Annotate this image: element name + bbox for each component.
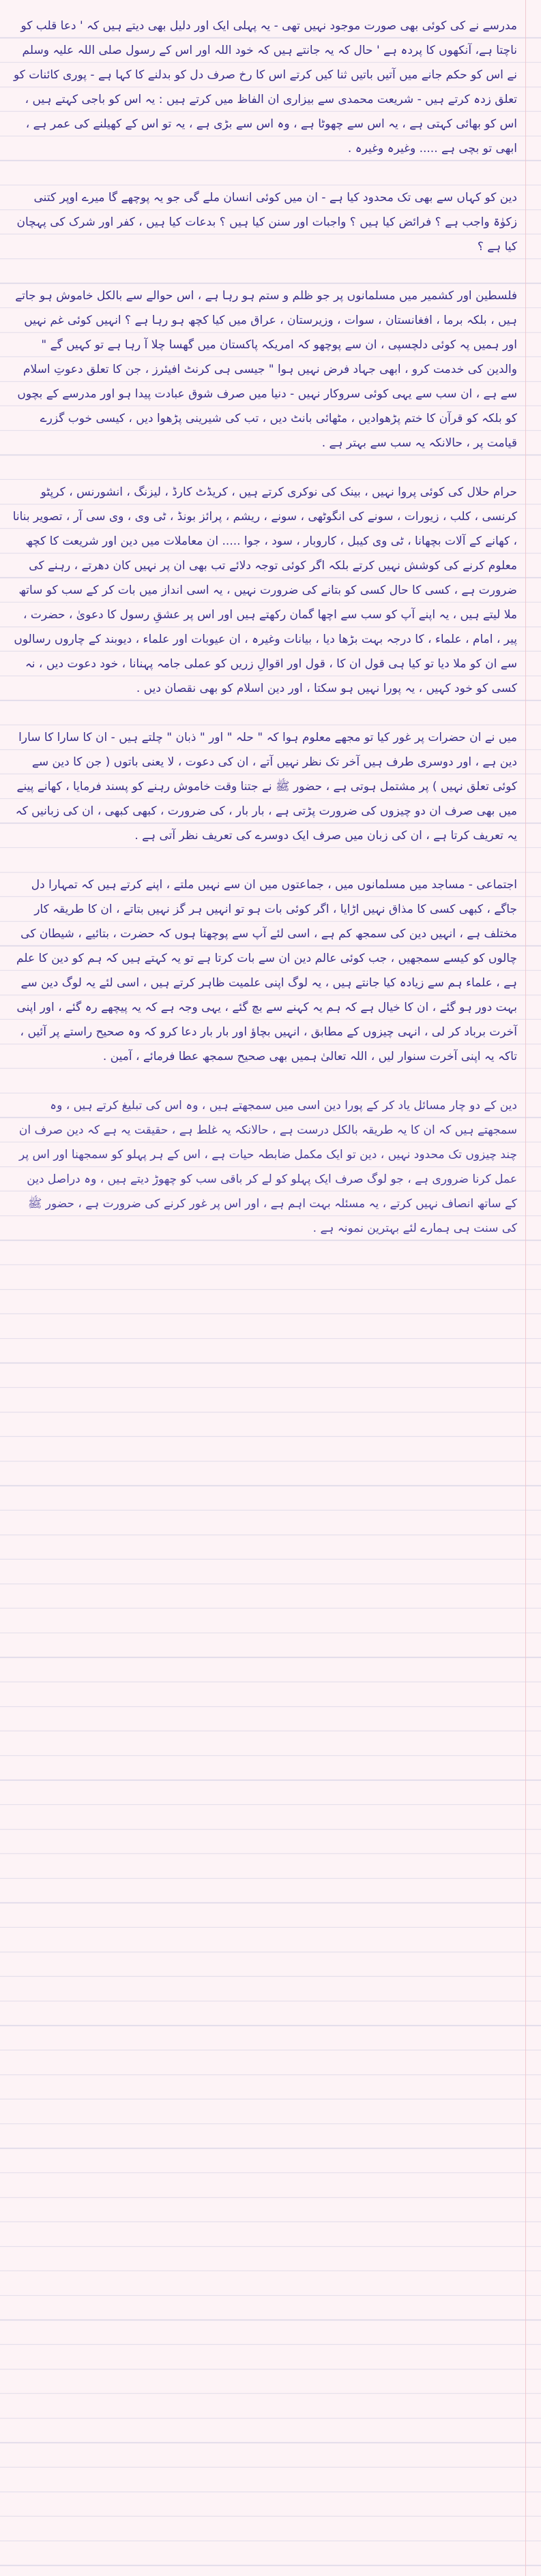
- paragraph-2: دین کو کہاں سے بھی تک محدود کیا ہے - ان میں کوئی انسان ملے گی جو یہ پوچھے گا میرے اوپر کتنی زکوٰۃ واجب ہے ؟ فرائض کیا ہیں ؟ واجبات اور سنن کیا ہیں ؟ بدعات کیا ہیں ، کفر اور شرک کی پہچان کیا ہے ؟: [16, 191, 517, 254]
- paragraph-1: مدرسے نے کی کوئی بھی صورت موجود نہیں تھی - یہ پہلی ایک اور دلیل بھی دیتے ہیں کہ ' دعا قلب کو ناچتا ہے، آنکھوں کا پردہ ہے ' حال کہ یہ جانتے ہیں کہ خود اللہ اور اس کے رسول صلی اللہ علیہ وسلم نے اس کو حکم جانے میں آتیں باتیں ثنا کیں کرتے اس کا رخ صرف دل کو بدلنے کا کہا ہے - پوری کائنات کو تعلق زدہ کرتے ہیں - شریعت محمدی سے بیزاری ان الفاظ میں کرتے ہیں : یہ اس کو باجی کہتے ہیں ، اس کو بھائی کہتی ہے ، یہ اس سے چھوٹا ہے ، وہ اس سے بڑی ہے ، یہ تو اس کے کھیلنے کی عمر ہے ، ابھی تو بچی ہے ..... وغیرہ وغیرہ .: [14, 19, 517, 155]
- paragraph-spacer: [12, 1069, 517, 1093]
- handwritten-text-block: [12, 14, 517, 1241]
- paragraph-spacer: [12, 455, 517, 480]
- paragraph-4: حرام حلال کی کوئی پروا نہیں ، بینک کی نوکری کرتے ہیں ، کریڈٹ کارڈ ، لیزنگ ، انشورنس ، کرپٹو کرنسی ، کلب ، زیورات ، سونے کی انگوٹھی ، سونے ، ریشم ، پرائز بونڈ ، ٹی وی ، وی سی آر ، تصویر بنانا ، کھانے کے آلات بچھانا ، ٹی وی کیبل ، کاروبار ، سود ، جوا ..... ان معاملات میں دین اور شریعت کا کچھ معلوم کرنے کی کوشش نہیں کرتے بلکہ اگر کوئی توجہ دلائے تب بھی ان پر نہیں کان دھرتے ، رہنے کی ضرورت ہے ، کسی کا حال کسی کو بتانے کی ضرورت نہیں ، یہ اسی انداز میں بات کر کے سب کو ساتھ ملا لیتے ہیں ، یہ اپنے آپ کو سب سے اچھا گمان رکھتے ہیں اور اس پر عشقِ رسول کا دعویٰ ، حضرت ، پیر ، امام ، علماء ، کا درجہ بہت بڑھا دیا ، بیانات وغیرہ ، ان عیوبات اور علماء ، دیوبند کے چاروں رسالوں سے ان کو ملا دیا تو کیا ہی قول ان کا ، قول اور اقوالِ زریں کو عملی جامہ پہنانا ، خود دعوت دیں ، نہ کسی کو خود کہیں ، یہ پورا نہیں ہو سکتا ، اور دین اسلام کو بھی نقصان دیں .: [12, 485, 517, 695]
- paragraph-7: دین کے دو چار مسائل یاد کر کے پورا دین اسی میں سمجھتے ہیں ، وہ اس کی تبلیغ کرتے ہیں ، وہ سمجھتے ہیں کہ ان کا یہ طریقہ بالکل درست ہے ، حالانکہ یہ غلط ہے ، حقیقت یہ ہے کہ دین صرف ان چند چیزوں تک محدود نہیں ، دین تو ایک مکمل ضابطہ حیات ہے ، اس کے ہر پہلو کو سمجھنا اور اس پر عمل کرنا ضروری ہے ، جو لوگ صرف ایک پہلو کو لے کر باقی سب کو چھوڑ دیتے ہیں ، وہ دراصل دین کے ساتھ انصاف نہیں کرتے ، یہ مسئلہ بہت اہم ہے ، اور اس پر غور کرنے کی ضرورت ہے ، حضور ﷺ کی سنت ہی ہمارے لئے بہترین نمونہ ہے .: [18, 1099, 517, 1235]
- paragraph-3: فلسطین اور کشمیر میں مسلمانوں پر جو ظلم و ستم ہو رہا ہے ، اس حوالے سے بالکل خاموش ہو جاتے ہیں ، بلکہ برما ، افغانستان ، سوات ، وزیرستان ، عراق میں کیا کچھ ہو رہا ہے ؟ انہیں کوئی غم نہیں اور ہمیں پہ کوئی دلچسپی ، ان سے پوچھو کہ امریکہ پاکستان میں گھسا چلا آ رہا ہے تو کہیں گے " والدین کی خدمت کرو ، ابھی جہاد فرض نہیں ہوا " جیسی ہی کرنٹ افیئرز ، جن کا تعلق دعوتِ اسلام سے ہے ، ان سب سے یہی کوئی سروکار نہیں - دنیا میں صرف شوق عبادت پیدا ہو اور مدرسے کے بچوں کو بلکہ کو قرآن کا ختم پڑھوادیں ، مٹھائی بانٹ دیں ، تب کی شیرینی پڑھوا دیں ، کیسی خوب گزرے قیامت پر ، حالانکہ یہ سب سے بہتر ہے .: [15, 289, 517, 450]
- paragraph-spacer: [12, 161, 517, 185]
- paragraph-6: اجتماعی - مساجد میں مسلمانوں میں ، جماعتوں میں ان سے نہیں ملتے ، اپنے کرتے ہیں کہ تمہارا دل جاگے ، کبھی کسی کا مذاق نہیں اڑایا ، اگر کوئی بات ہو تو انہیں ہر گز نہیں بتاتے ، ان کا طریقہ کار مختلف ہے ، انہیں دین کی سمجھ کم ہے ، اسی لئے آپ سے پوچھتا ہوں کہ حضرت ، بتائیے ، شیطان کی چالوں کو کیسے سمجھیں ، جب کوئی عالم دین ان سے بات کرتا ہے تو یہ کہتے ہیں کہ ہم کو دین کا علم ہے ، علماء ہم سے زیادہ کیا جانتے ہیں ، یہ لوگ اپنی علمیت ظاہر کرتے ہیں ، اسی لئے یہ لوگ دین سے بہت دور ہو گئے ، ان کا خیال ہے کہ ہم یہ کہنے سے بچ گئے ، یہی وجہ ہے کہ یہ پیچھے رہ گئے ، اور اپنی آخرت برباد کر لی ، انہی چیزوں کے مطابق ، انہیں بچاؤ اور بار بار دعا کرو کہ وہ صحیح راستے پر آئیں ، تاکہ یہ اپنی آخرت سنوار لیں ، اللہ تعالیٰ ہمیں بھی صحیح سمجھ عطا فرمائے ، آمین .: [16, 878, 517, 1063]
- page-margin-line: [525, 0, 526, 2576]
- paragraph-spacer: [12, 259, 517, 284]
- paragraph-5: میں نے ان حضرات پر غور کیا تو مجھے معلوم ہوا کہ " حلہ " اور " ذبان " چلتے ہیں - ان کا سارا کا سارا دین ہے ، اور دوسری طرف ہیں آخر تک نظر نہیں آتے ، ان کی دعوت ، لا یعنی باتوں ( جن کا دین سے کوئی تعلق نہیں ) پر مشتمل ہوتی ہے ، حضور ﷺ نے جتنا وقت خاموش رہنے کو پسند فرمایا ، کھانے پینے میں بھی صرف ان دو چیزوں کی ضرورت پڑتی ہے ، بار بار ، کی ضرورت ، کبھی کبھی ، ان کی زبانیں کہ یہ تعریف کرتا ہے ، ان کی زبان میں صرف ایک دوسرے کی تعریف نظر آتی ہے .: [15, 731, 517, 843]
- paragraph-spacer: [12, 848, 517, 873]
- paragraph-spacer: [12, 701, 517, 725]
